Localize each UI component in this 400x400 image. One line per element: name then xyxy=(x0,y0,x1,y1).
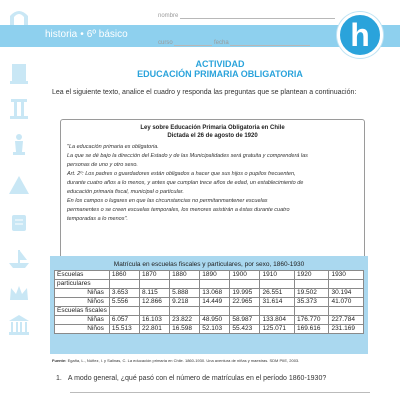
enrollment-table xyxy=(54,270,364,334)
table-cell: 30.194 xyxy=(329,289,364,298)
law-text-line: temporadas a lo menos". xyxy=(67,216,128,222)
table-cell: 31.614 xyxy=(260,298,294,307)
row-label: Niñas xyxy=(55,316,110,325)
enrollment-table-box xyxy=(50,256,368,354)
year-header: 1870 xyxy=(139,271,169,280)
law-text-line: "La educación primaria es obligatoria. xyxy=(67,144,159,150)
date-field[interactable] xyxy=(230,41,310,46)
ship-icon xyxy=(6,246,32,272)
table-cell: 52.103 xyxy=(200,325,230,334)
year-header: 1890 xyxy=(200,271,230,280)
law-text-line: educación primaria fiscal, municipal o particular. xyxy=(67,189,184,195)
group-label: Escuelas fiscales xyxy=(55,307,110,316)
table-cell: 8.115 xyxy=(139,289,169,298)
table-cell: 22.965 xyxy=(230,298,260,307)
logo xyxy=(337,12,383,58)
law-text-line: En los campos o lugares en que las circunstancias no permitanmantener escuelas xyxy=(67,198,268,204)
law-title: Ley sobre Educación Primaria Obligatoria en Chile xyxy=(140,125,285,131)
sidebar xyxy=(0,0,40,400)
table-cell: 5.888 xyxy=(170,289,200,298)
table-cell: 26.551 xyxy=(260,289,294,298)
law-text-box xyxy=(60,119,365,266)
table-cell: 41.070 xyxy=(329,298,364,307)
pyramid-icon xyxy=(6,172,32,198)
activity-title: ACTIVIDAD xyxy=(195,59,245,69)
table-row xyxy=(55,271,364,280)
row-label: Niños xyxy=(55,298,110,307)
table-cell: 16.598 xyxy=(170,325,200,334)
answer-line[interactable] xyxy=(70,392,370,393)
scroll-icon xyxy=(6,210,32,236)
table-cell: 6.057 xyxy=(109,316,139,325)
table-cell: 176.770 xyxy=(294,316,328,325)
table-cell: 3.653 xyxy=(109,289,139,298)
table-cell: 22.801 xyxy=(139,325,169,334)
course-label: curso xyxy=(158,40,173,46)
temple-icon xyxy=(6,312,32,338)
year-header: 1920 xyxy=(294,271,328,280)
subject-label: historia • 6º básico xyxy=(45,29,128,40)
table-cell: 133.804 xyxy=(260,316,294,325)
course-field[interactable] xyxy=(174,41,212,46)
table-row xyxy=(55,325,364,334)
instructions: Lea el siguiente texto, analice el cuadro y responda las preguntas que se plantean a continuación: xyxy=(52,89,357,96)
table-cell: 19.995 xyxy=(230,289,260,298)
law-text-line: Art. 2º: Los padres o guardadores están obligados a hacer que sus hijos o pupilos frecuenten, xyxy=(67,171,296,177)
law-text-line: durante cuatro años a lo menos, y antes que cumplan trece años de edad, un establecimiento de xyxy=(67,180,304,186)
monument-icon xyxy=(6,60,32,86)
table-cell: 19.502 xyxy=(294,289,328,298)
table-cell: 169.616 xyxy=(294,325,328,334)
name-field-row xyxy=(158,13,335,19)
table-cell: 9.218 xyxy=(170,298,200,307)
table-cell: 125.071 xyxy=(260,325,294,334)
law-text-line: personas de uno y otro sexo. xyxy=(67,162,138,168)
table-row xyxy=(55,307,364,316)
table-cell: 15.513 xyxy=(109,325,139,334)
law-date: Dictada el 26 de agosto de 1920 xyxy=(167,133,258,139)
table-cell: 12.866 xyxy=(139,298,169,307)
row-label: Niños xyxy=(55,325,110,334)
name-label: nombre xyxy=(158,13,179,19)
year-header: 1880 xyxy=(170,271,200,280)
year-header: 1930 xyxy=(329,271,364,280)
table-cell: 55.423 xyxy=(230,325,260,334)
table-cell: 48.950 xyxy=(200,316,230,325)
row-label: Niñas xyxy=(55,289,110,298)
column-icon xyxy=(6,96,32,122)
table-cell: 13.068 xyxy=(200,289,230,298)
name-field[interactable] xyxy=(180,14,335,19)
table-cell: 16.103 xyxy=(139,316,169,325)
table-cell: 231.169 xyxy=(329,325,364,334)
table-cell: 227.784 xyxy=(329,316,364,325)
table-cell: 23.822 xyxy=(170,316,200,325)
crown-icon xyxy=(6,280,32,306)
table-source: Fuente: Egaña, L., Núñez, I. y Salinas, C. La educación primaria en Chile. 1860-1930. Una aventura de niñas y maestras. SDM PIIE, 2003. xyxy=(52,358,300,363)
year-header: 1900 xyxy=(230,271,260,280)
table-row xyxy=(55,298,364,307)
date-label: fecha xyxy=(214,40,229,46)
table-cell: 35.373 xyxy=(294,298,328,307)
year-header: 1860 xyxy=(109,271,139,280)
table-cell: 5.556 xyxy=(109,298,139,307)
table-caption: Matrícula en escuelas fiscales y particulares, por sexo, 1860-1930 xyxy=(113,261,305,268)
question-1: 1. A modo general, ¿qué pasó con el número de matrículas en el período 1860-1930? xyxy=(56,375,327,382)
table-cell: 14.449 xyxy=(200,298,230,307)
table-row xyxy=(55,280,364,289)
law-text-line: La que se dé bajo la dirección del Estado y de las Municipalidades será gratuita y comprenderá las xyxy=(67,153,308,159)
table-cell: 58.987 xyxy=(230,316,260,325)
table-row xyxy=(55,316,364,325)
group-label: particulares xyxy=(55,280,110,289)
year-header: 1910 xyxy=(260,271,294,280)
table-row xyxy=(55,289,364,298)
statue-icon xyxy=(6,132,32,158)
activity-subtitle: EDUCACIÓN PRIMARIA OBLIGATORIA xyxy=(137,69,303,79)
group-label: Escuelas xyxy=(55,271,110,280)
course-date-row xyxy=(158,40,310,46)
logo-letter: h xyxy=(350,17,370,53)
law-text-line: permanentes o se creen escuelas temporales, los menores asistirán a éstas durante cuatro xyxy=(67,207,290,213)
